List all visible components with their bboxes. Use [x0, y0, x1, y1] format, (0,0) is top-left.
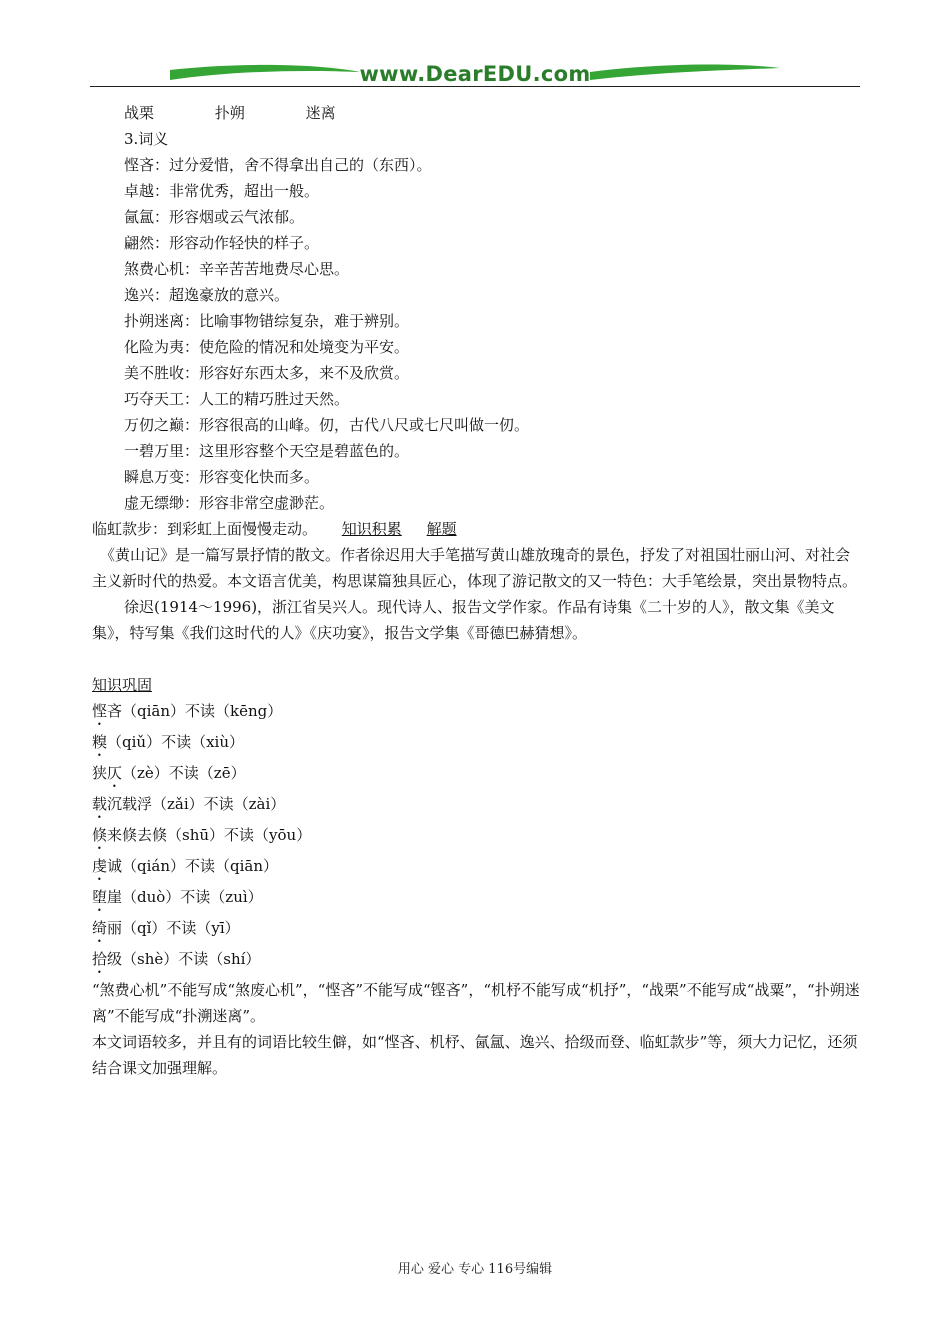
pronunciation-item: 绮丽（qǐ）不读（yī） — [92, 919, 240, 937]
spelling-paragraph: “煞费心机”不能写成“煞废心机”，“悭吝”不能写成“铿吝”，“机杼不能写成“机抒”，“战栗”不能写成“战粟”，“扑朔迷离”不能写成“扑溯迷离”。 — [92, 981, 860, 1025]
pronunciation-item: 拾级（shè）不读（shí） — [92, 950, 261, 968]
word-3: 迷离 — [305, 104, 336, 122]
page-footer: 用心 爱心 专心 116号编辑 — [397, 1262, 553, 1277]
section-title: 3.词义 — [124, 130, 169, 148]
definition-item: 逸兴：超逸豪放的意兴。 — [124, 286, 290, 304]
definition-item: 临虹款步：到彩虹上面慢慢走动。 — [92, 520, 318, 538]
author-paragraph: 徐迟(1914～1996)，浙江省吴兴人。现代诗人、报告文学作家。作品有诗集《二十岁的人》，散文集《美文集》，特写集《我们这时代的人》《庆功宴》，报告文学集《哥德巴赫猜想》。 — [92, 598, 835, 642]
page-header — [90, 58, 860, 92]
definition-item: 虚无缥缈：形容非常空虚渺茫。 — [124, 494, 335, 512]
definition-item: 悭吝：过分爱惜，舍不得拿出自己的（东西）。 — [124, 156, 432, 174]
link-knowledge[interactable]: 知识积累 — [341, 520, 402, 538]
consolidation-title: 知识巩固 — [92, 676, 153, 694]
pronunciation-item: 载沉载浮（zǎi）不读（zài） — [92, 795, 286, 813]
intro-paragraph: 《黄山记》是一篇写景抒情的散文。作者徐迟用大手笔描写黄山雄放瑰奇的景色，抒发了对祖国壮丽山河、对社会主义新时代的热爱。本文语言优美，构思谋篇独具匠心，体现了游记散文的又一特色：大手笔绘景，突出景物特点。 — [92, 546, 858, 590]
top-words-line — [92, 100, 862, 126]
definition-item: 煞费心机：辛辛苦苦地费尽心思。 — [124, 260, 350, 278]
pronunciation-item: 糗（qiǔ）不读（xiù） — [92, 733, 244, 751]
pronunciation-item: 虔诚（qián）不读（qiān） — [92, 857, 279, 875]
definition-item: 扑朔迷离：比喻事物错综复杂，难于辨别。 — [124, 312, 410, 330]
pronunciation-item: 堕崖（duò）不读（zuì） — [92, 888, 263, 906]
definition-item: 翩然：形容动作轻快的样子。 — [124, 234, 320, 252]
definition-item: 一碧万里：这里形容整个天空是碧蓝色的。 — [124, 442, 410, 460]
last-definition-line — [92, 516, 862, 542]
definition-item: 卓越：非常优秀，超出一般。 — [124, 182, 320, 200]
pronunciation-item: 悭吝（qiān）不读（kēng） — [92, 702, 283, 720]
definition-item: 瞬息万变：形容变化快而多。 — [124, 468, 320, 486]
definition-item: 美不胜收：形容好东西太多，来不及欣赏。 — [124, 364, 410, 382]
word-2: 扑朔 — [214, 104, 245, 122]
word-1: 战栗 — [124, 104, 155, 122]
pronunciation-item: 倏来倏去倏（shū）不读（yōu） — [92, 826, 312, 844]
definition-item: 化险为夷：使危险的情况和处境变为平安。 — [124, 338, 410, 356]
site-name: www.DearEDU.com — [359, 62, 591, 86]
header-divider — [90, 86, 860, 87]
pronunciation-item: 狭仄（zè）不读（zē） — [92, 764, 246, 782]
definition-item: 巧夺天工：人工的精巧胜过天然。 — [124, 390, 350, 408]
definition-item: 氤氲：形容烟或云气浓郁。 — [124, 208, 305, 226]
link-explanation[interactable]: 解题 — [426, 520, 457, 538]
closing-paragraph: 本文词语较多，并且有的词语比较生僻，如“悭吝、机杼、氤氲、逸兴、拾级而登、临虹款步”等，须大力记忆，还须结合课文加强理解。 — [92, 1033, 858, 1077]
definition-item: 万仞之巅：形容很高的山峰。仞，古代八尺或七尺叫做一仞。 — [124, 416, 530, 434]
document-body — [92, 100, 862, 1081]
